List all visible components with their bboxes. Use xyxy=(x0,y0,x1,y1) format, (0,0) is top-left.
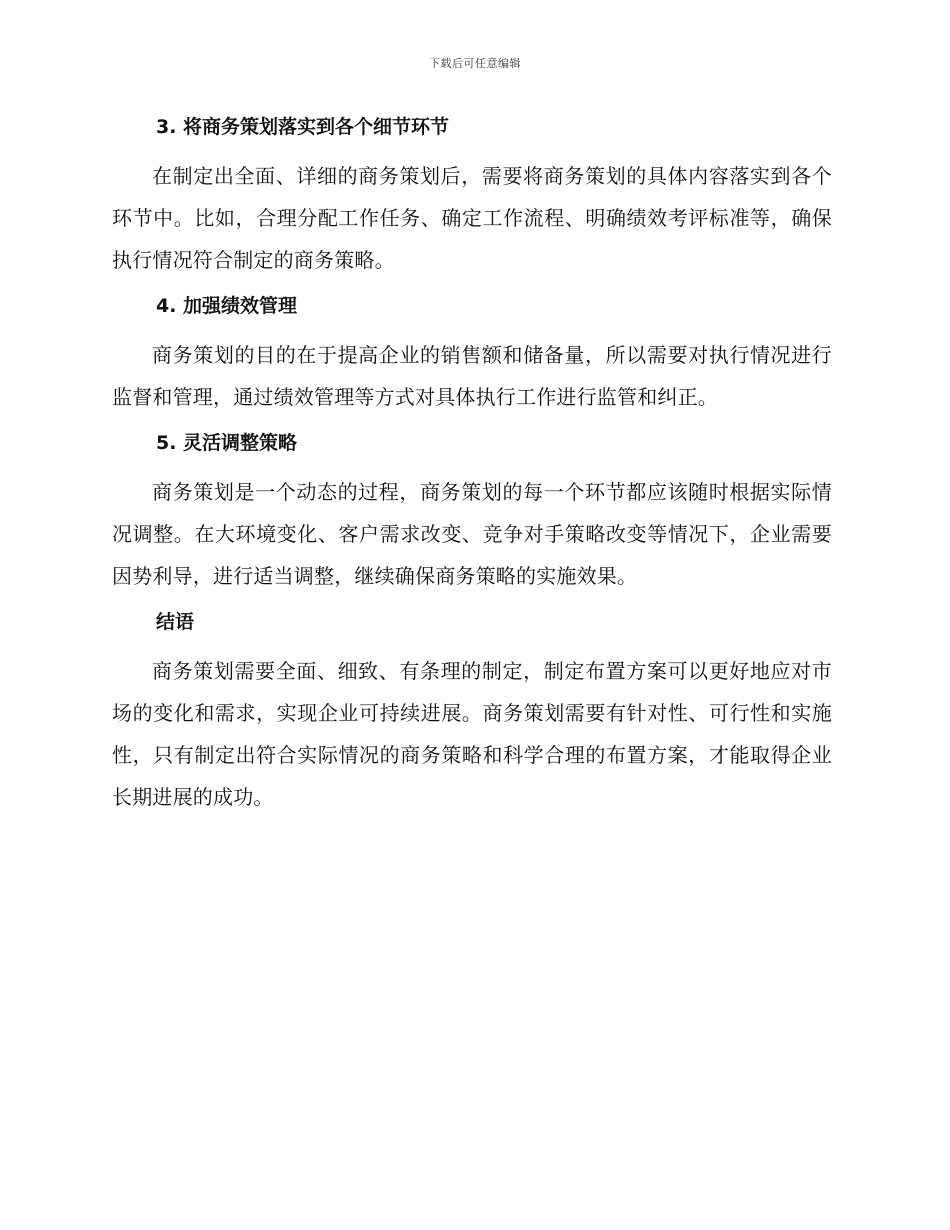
section-heading: 结语 xyxy=(156,611,195,633)
section-flexible-adjustment xyxy=(112,428,832,597)
section-heading: 5. 灵活调整策略 xyxy=(156,432,298,454)
section-paragraph: 商务策划的目的在于提高企业的销售额和储备量，所以需要对执行情况进行监督和管理，通过绩效管理等方式对具体执行工作进行监管和纠正。 xyxy=(112,343,832,409)
page-header: 下载后可任意编辑 xyxy=(429,57,521,70)
section-paragraph: 商务策划是一个动态的过程，商务策划的每一个环节都应该随时根据实际情况调整。在大环境变化、客户需求改变、竞争对手策略改变等情况下，企业需要因势利导，进行适当调整，继续确保商务策略的实施效果。 xyxy=(112,480,832,588)
section-heading: 4. 加强绩效管理 xyxy=(156,295,298,317)
section-implement-details xyxy=(112,112,832,281)
section-conclusion xyxy=(112,607,832,818)
section-paragraph: 在制定出全面、详细的商务策划后，需要将商务策划的具体内容落实到各个环节中。比如，合理分配工作任务、确定工作流程、明确绩效考评标准等，确保执行情况符合制定的商务策略。 xyxy=(112,164,832,272)
section-paragraph: 商务策划需要全面、细致、有条理的制定，制定布置方案可以更好地应对市场的变化和需求，实现企业可持续进展。商务策划需要有针对性、可行性和实施性，只有制定出符合实际情况的商务策略和科学合理的布置方案，才能取得企业长期进展的成功。 xyxy=(112,659,832,809)
document-body xyxy=(112,112,832,828)
section-performance-management xyxy=(112,291,832,418)
section-heading: 3. 将商务策划落实到各个细节环节 xyxy=(156,116,450,138)
